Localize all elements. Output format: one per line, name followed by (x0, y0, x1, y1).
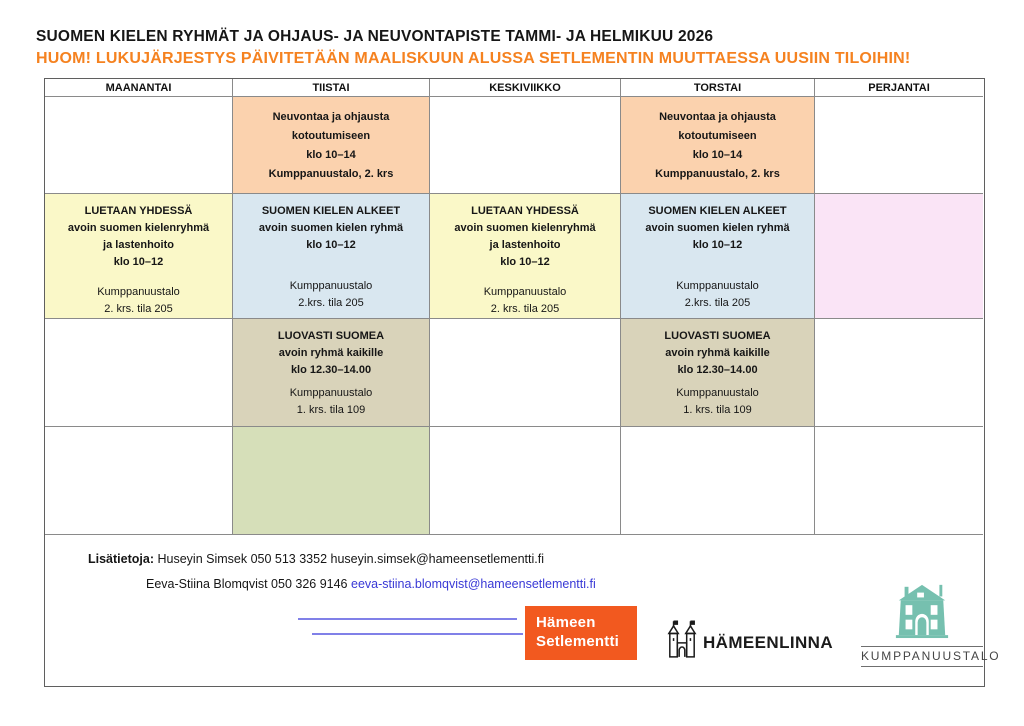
event-cell-alkeet-tuesday (233, 194, 430, 319)
event-room: 1. krs. tila 109 (683, 404, 752, 416)
day-header-friday: PERJANTAI (815, 79, 983, 97)
table-footer (45, 535, 1001, 685)
event-venue: Kumppanuustalo (97, 286, 180, 298)
building-icon (885, 626, 959, 643)
event-room: 2. krs. tila 205 (104, 303, 173, 315)
event-cell-alkeet-thursday (621, 194, 815, 319)
hameen-setlementti-logo-line2: Setlementti (536, 633, 620, 650)
event-title: Neuvontaa ja ohjausta (659, 111, 776, 123)
event-subtitle: kotoutumiseen (678, 130, 757, 142)
event-title: SUOMEN KIELEN ALKEET (648, 205, 787, 217)
contact-2: Eeva-Stiina Blomqvist 050 326 9146 (146, 577, 351, 591)
kumppanuustalo-logo (861, 581, 1001, 667)
event-subtitle2: ja lastenhoito (489, 239, 561, 251)
event-room: 2.krs. tila 205 (684, 297, 751, 309)
event-room: 2. krs. tila 205 (490, 303, 560, 315)
event-title: SUOMEN KIELEN ALKEET (261, 205, 401, 217)
day-header-tuesday: TIISTAI (233, 79, 430, 97)
event-time: klo 10–12 (306, 239, 356, 251)
event-cell-luetaan-wednesday (430, 194, 621, 319)
empty-cell-friday-row3 (815, 319, 983, 427)
event-cell-neuvonta-tuesday (233, 97, 430, 194)
event-title: LUETAAN YHDESSÄ (84, 205, 193, 217)
event-time: klo 10–14 (692, 149, 743, 161)
event-subtitle: avoin suomen kielen ryhmä (258, 222, 404, 234)
event-time: klo 10–12 (500, 256, 550, 268)
event-subtitle: avoin suomen kielenryhmä (67, 222, 210, 234)
event-subtitle2: ja lastenhoito (103, 239, 174, 251)
event-subtitle: avoin suomen kielenryhmä (454, 222, 596, 234)
contact-2-email-link[interactable]: eeva-stiina.blomqvist@hameensetlementti.fi (351, 577, 596, 591)
castle-icon (667, 619, 697, 666)
event-cell-luovasti-thursday (621, 319, 815, 427)
event-subtitle: avoin ryhmä kaikille (665, 347, 770, 359)
contact-line-1 (88, 547, 596, 572)
event-title: LUETAAN YHDESSÄ (471, 205, 579, 217)
empty-cell-friday-row4 (815, 427, 983, 535)
event-venue: Kumppanuustalo (289, 280, 373, 292)
empty-cell-monday-row1 (45, 97, 233, 194)
event-title: Neuvontaa ja ohjausta (272, 111, 390, 123)
empty-cell-wednesday-row1 (430, 97, 621, 194)
event-cell-luetaan-monday (45, 194, 233, 319)
hameen-setlementti-logo-line1: Hämeen (536, 614, 596, 631)
event-cell-neuvonta-thursday (621, 97, 815, 194)
event-venue: Kumppanuustalo (676, 387, 759, 399)
hameenlinna-logo (667, 619, 833, 666)
underline-line-2 (312, 633, 523, 635)
hameen-setlementti-logo (525, 606, 637, 660)
event-time: klo 10–12 (113, 256, 164, 268)
contact-info (88, 547, 596, 597)
contact-line-2 (146, 572, 596, 597)
empty-cell-friday-row1 (815, 97, 983, 194)
event-venue: Kumppanuustalo (289, 387, 373, 399)
day-header-thursday: TORSTAI (621, 79, 815, 97)
event-subtitle: avoin suomen kielen ryhmä (645, 222, 790, 234)
notice-banner: HUOM! LUKUJÄRJESTYS PÄIVITETÄÄN MAALISKUUN ALUSSA SETLEMENTIN MUUTTAESSA UUSIIN TILOIHIN! (36, 50, 911, 67)
event-location: Kumppanuustalo, 2. krs (268, 168, 394, 180)
event-subtitle: avoin ryhmä kaikille (278, 347, 384, 359)
empty-cell-thursday-row4 (621, 427, 815, 535)
event-time: klo 10–14 (306, 149, 356, 161)
schedule-table (44, 78, 1001, 687)
contact-1: Huseyin Simsek 050 513 3352 huseyin.simsek@hameensetlementti.fi (157, 552, 544, 566)
empty-cell-wednesday-row4 (430, 427, 621, 535)
event-room: 1. krs. tila 109 (296, 404, 366, 416)
hameenlinna-logo-text: HÄMEENLINNA (703, 632, 834, 652)
event-time: klo 12.30–14.00 (290, 364, 372, 376)
event-subtitle: kotoutumiseen (291, 130, 371, 142)
page-title: SUOMEN KIELEN RYHMÄT JA OHJAUS- JA NEUVONTAPISTE TAMMI- JA HELMIKUU 2026 (36, 28, 714, 45)
event-time: klo 10–12 (692, 239, 743, 251)
event-venue: Kumppanuustalo (676, 280, 759, 292)
underline-line-1 (298, 618, 517, 620)
info-label: Lisätietoja: (88, 552, 154, 566)
empty-cell-monday-row3 (45, 319, 233, 427)
day-header-monday: MAANANTAI (45, 79, 233, 97)
event-cell-luovasti-tuesday (233, 319, 430, 427)
event-venue: Kumppanuustalo (483, 286, 567, 298)
day-header-wednesday: KESKIVIIKKO (430, 79, 621, 97)
empty-cell-monday-row4 (45, 427, 233, 535)
kumppanuustalo-logo-text: KUMPPANUUSTALO (861, 646, 983, 667)
event-title: LUOVASTI SUOMEA (664, 330, 771, 342)
event-title: LUOVASTI SUOMEA (277, 330, 385, 342)
event-room: 2.krs. tila 205 (298, 297, 364, 309)
event-time: klo 12.30–14.00 (677, 364, 758, 376)
empty-cell-wednesday-row3 (430, 319, 621, 427)
highlight-cell-tuesday-row4 (233, 427, 430, 535)
empty-cell-friday-row2 (815, 194, 983, 319)
event-location: Kumppanuustalo, 2. krs (655, 168, 780, 180)
